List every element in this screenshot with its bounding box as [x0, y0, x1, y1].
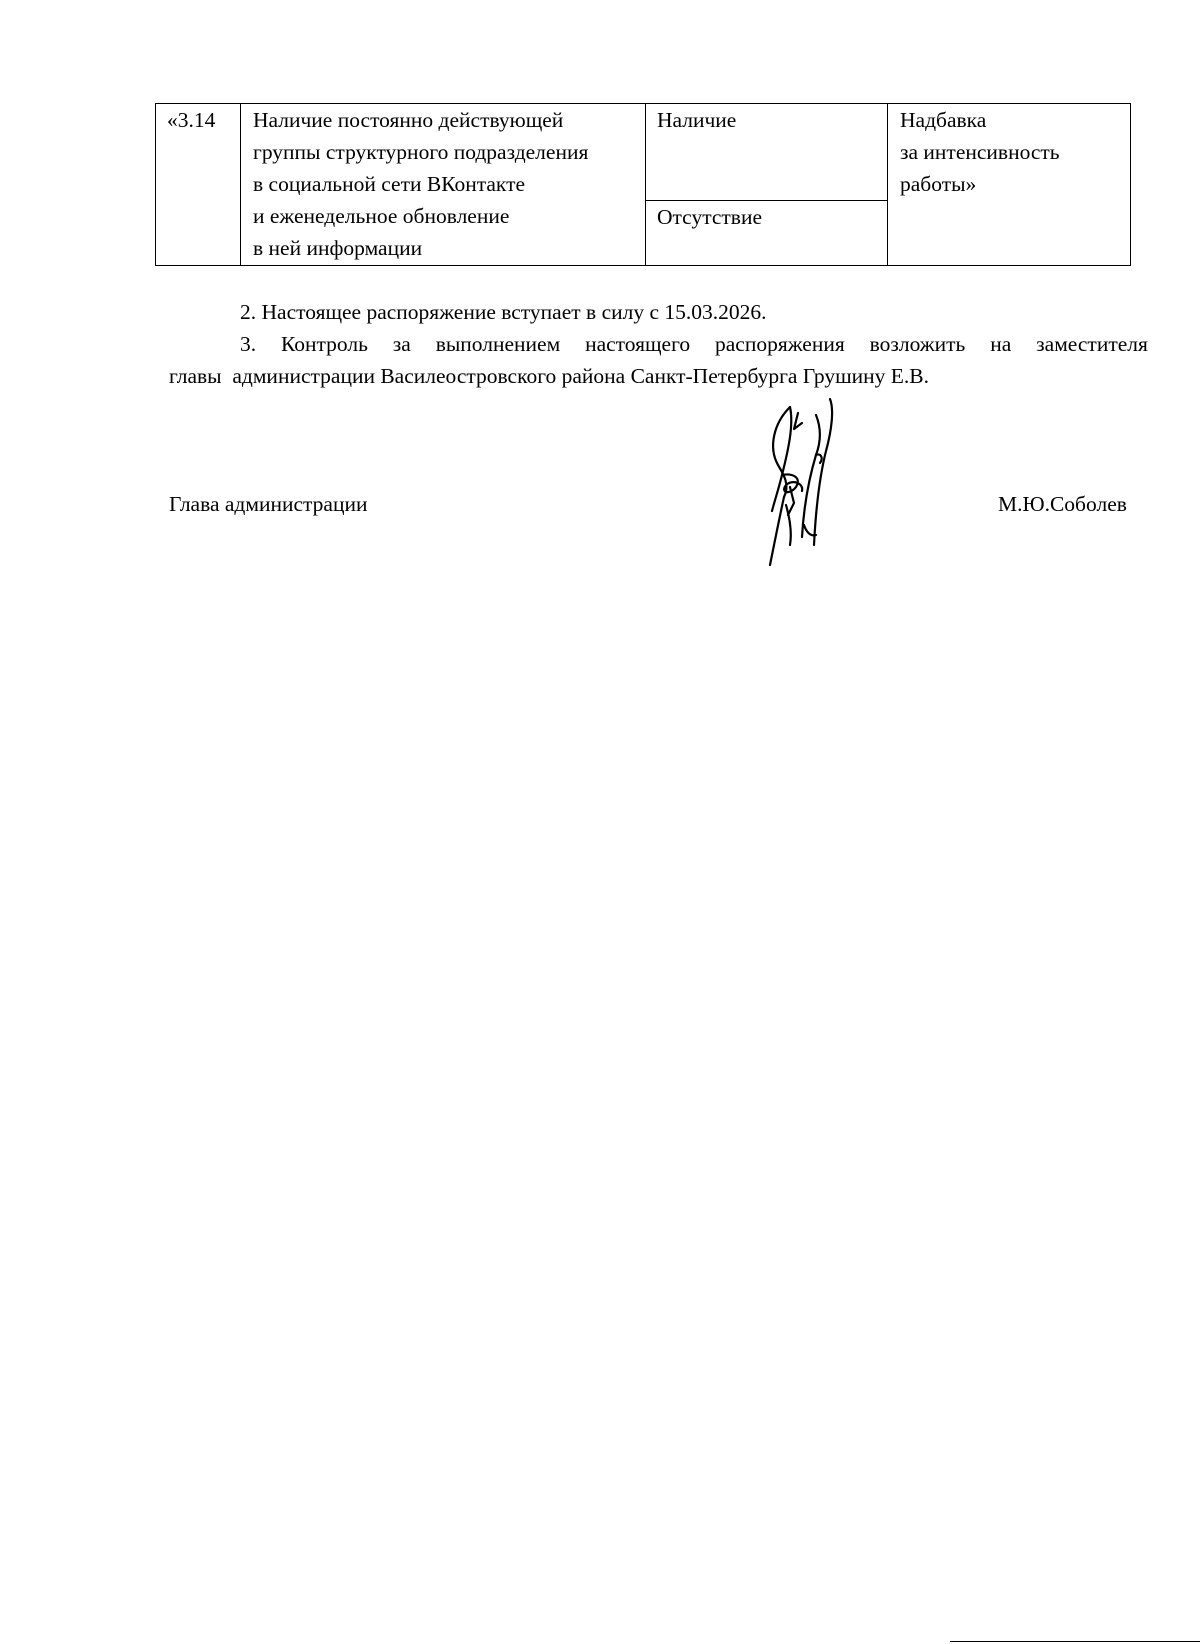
criterion-line: группы структурного подразделения [253, 140, 589, 164]
criterion-line: и еженедельное обновление [253, 204, 510, 228]
clause-3-word: на [990, 332, 1012, 356]
criterion-line: в социальной сети ВКонтакте [253, 172, 526, 196]
criterion-line: Наличие постоянно действующей [253, 108, 564, 132]
table-divider [240, 104, 241, 265]
clause-3-word: распоряжения [715, 332, 845, 356]
value-present: Наличие [657, 108, 737, 132]
clause-3-word: выполнением [435, 332, 561, 356]
clause-3-word: Контроль [280, 332, 368, 356]
clause-2: 2. Настоящее распоряжение вступает в силу с 15.03.2026. [240, 300, 767, 324]
criterion-line: в ней информации [253, 236, 423, 260]
payment-line: за интенсивность [900, 140, 1060, 164]
signatory-position: Глава администрации [169, 492, 368, 516]
table-divider [887, 104, 888, 265]
clause-3-line-1 [240, 328, 1148, 360]
value-absent: Отсутствие [657, 205, 762, 229]
handwritten-signature-icon [760, 395, 870, 570]
row-number: «3.14 [167, 108, 216, 132]
clause-3-word: заместителя [1036, 332, 1148, 356]
signatory-name: М.Ю.Соболев [998, 492, 1127, 516]
clause-3-word: возложить [869, 332, 966, 356]
clause-3-word: за [392, 332, 411, 356]
table-divider [645, 104, 646, 265]
payment-line: Надбавка [900, 108, 987, 132]
criteria-table [155, 103, 1131, 266]
footer-rule [950, 1641, 1200, 1642]
clause-3-word: настоящего [585, 332, 691, 356]
payment-line: работы» [900, 172, 977, 196]
clause-3-line-2: главы администрации Василеостровского района Санкт-Петербурга Грушину Е.В. [169, 364, 930, 388]
clause-3-word: 3. [240, 332, 257, 356]
